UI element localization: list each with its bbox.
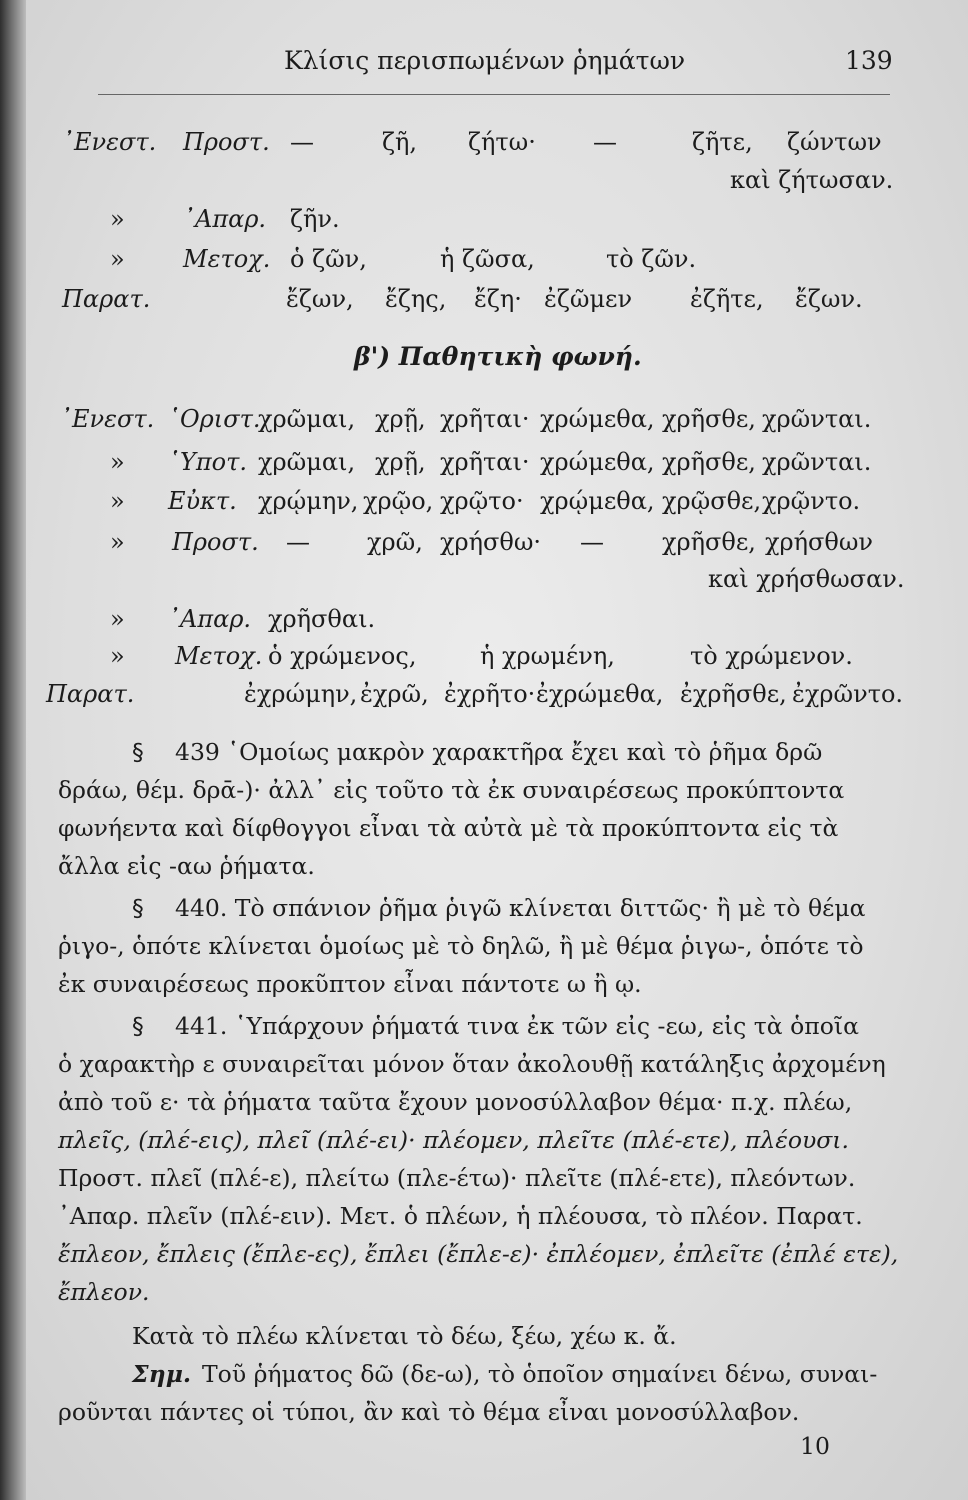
paragraph-line: ροῦνται πάντες οἱ τύποι, ἂν καὶ τὸ θέμα εἶναι μονοσύλλαβον. [58,1398,800,1426]
form: ὁ χρώμενος, [268,642,417,670]
form: χρῷσθε, [662,487,762,515]
ditto-mark: » [110,642,125,670]
label-prost: Προστ. [172,528,259,556]
form: ζώντων [787,128,882,156]
form: καὶ χρήσθωσαν. [708,565,905,593]
label-orist: ῾Οριστ. [168,405,261,433]
form: χρῷο, [363,487,434,515]
form: ἐχρῶντο. [792,680,904,708]
form: τὸ χρώμενον. [690,642,853,670]
form: ἔζων, [286,285,354,313]
form: ζῆ, [382,128,418,156]
dash: — [593,128,617,156]
form: χρῆσθε, [662,448,756,476]
dash: — [580,528,604,556]
form: καὶ ζήτωσαν. [730,166,894,194]
label-prost: Προστ. [183,128,270,156]
label-ypot: ῾Υποτ. [168,448,247,476]
form: ὁ ζῶν, [290,245,367,273]
paragraph-line: δράω, θέμ. δρᾱ-)· ἀλλ᾿ εἰς τοῦτο τὰ ἐκ συναιρέσεως προκύπτοντα [58,776,845,804]
form: ἔζης, [385,285,447,313]
label-enest: ᾿Ενεστ. [62,128,157,156]
paragraph-line: Προστ. πλεῖ (πλέ-ε), πλείτω (πλε-έτω)· πλεῖτε (πλέ-ετε), πλεόντων. [58,1164,856,1192]
form: χρήσθων [765,528,874,556]
label-metox: Μετοχ. [183,245,271,273]
ditto-mark: » [110,245,125,273]
form: χρῆται· [440,405,530,433]
paragraph-line: ὁ χαρακτὴρ ε συναιρεῖται μόνον ὅταν ἀκολουθῇ κατάληξις ἀρχομένη [58,1050,886,1078]
form: ἔζη· [474,285,522,313]
form: ἡ ζῶσα, [440,245,535,273]
paragraph-line: ἄλλα εἰς -αω ῥήματα. [58,852,315,880]
paragraph-line: ἔπλεον, ἔπλεις (ἔπλε-ες), ἔπλει (ἔπλε-ε)· ἐπλέομεν, ἐπλεῖτε (ἐπλέ ετε), [58,1240,899,1268]
paragraph-line: Τοῦ ῥήματος δῶ (δε-ω), τὸ ὁποῖον σημαίνει δένω, συναι- [202,1360,878,1388]
form: χρῶνται. [762,405,872,433]
form: χρώμεθα, [540,405,655,433]
form: χρῴμην, [258,487,359,515]
form: ἐχρῆτο· [444,680,536,708]
form: ζῆν. [290,205,340,233]
form: χρώμεθα, [540,448,655,476]
form: ζῆτε, [692,128,753,156]
form: χρῆται· [440,448,530,476]
section-sign: § [132,738,144,766]
paragraph-line: ἀπὸ τοῦ ε· τὰ ῥήματα ταῦτα ἔχουν μονοσύλλαβον θέμα· π.χ. πλέω, [58,1088,853,1116]
form: ἐχρῶ, [360,680,429,708]
paragraph-line: ῥιγο-, ὁπότε κλίνεται ὁμοίως μὲ τὸ δηλῶ, ἢ μὲ θέμα ῥιγω-, ὁπότε τὸ [58,932,864,960]
page-gutter-shadow [0,0,26,1500]
form: ἔζων. [795,285,863,313]
section-sign: § [132,894,144,922]
paragraph-line: πλεῖς, (πλέ-εις), πλεῖ (πλέ-ει)· πλέομεν, πλεῖτε (πλέ-ετε), πλέουσι. [58,1126,849,1154]
paragraph-line: ᾿Απαρ. πλεῖν (πλέ-ειν). Μετ. ὁ πλέων, ἡ πλέουσα, τὸ πλέον. Παρατ. [58,1202,863,1230]
label-parat: Παρατ. [62,285,151,313]
form: χρῆσθαι. [268,605,376,633]
form: ἐχρῆσθε, [680,680,787,708]
form: ἐχρώμην, [244,680,358,708]
form: χρῷντο. [762,487,861,515]
ditto-mark: » [110,205,125,233]
form: χρῶνται. [762,448,872,476]
note-label: Σημ. [132,1360,192,1388]
form: ἐχρώμεθα, [536,680,664,708]
form: χρῇ, [375,405,426,433]
ditto-mark: » [110,605,125,633]
running-title: Κλίσις περισπωμένων ῥημάτων [284,46,686,75]
form: χρῇ, [375,448,426,476]
form: ζήτω· [468,128,536,156]
paragraph-line: 440. Τὸ σπάνιον ῥῆμα ῥιγῶ κλίνεται διττῶς· ἢ μὲ τὸ θέμα [175,894,866,922]
label-eykt: Εὐκτ. [168,487,237,515]
paragraph-line: 441. ῾Υπάρχουν ῥήματά τινα ἐκ τῶν εἰς -εω, εἰς τὰ ὁποῖα [175,1012,859,1040]
form: χρῶμαι, [258,405,356,433]
form: ἐζῆτε, [690,285,764,313]
ditto-mark: » [110,528,125,556]
form: χρῆσθε, [662,405,756,433]
paragraph-line: Κατὰ τὸ πλέω κλίνεται τὸ δέω, ξέω, χέω κ. ἄ. [132,1322,677,1350]
form: χρῶ, [367,528,423,556]
dash: — [286,528,310,556]
form: ἐζῶμεν [544,285,633,313]
form: χρήσθω· [440,528,542,556]
form: χρῷτο· [440,487,524,515]
page-number: 139 [845,46,893,75]
form: χρῆσθε, [662,528,756,556]
section-heading: β') Παθητικὴ φωνή. [354,342,642,371]
ditto-mark: » [110,448,125,476]
label-parat: Παρατ. [46,680,135,708]
form: χρῴμεθα, [540,487,655,515]
dash: — [290,128,314,156]
paragraph-line: φωνήεντα καὶ δίφθογγοι εἶναι τὰ αὐτὰ μὲ τὰ προκύπτοντα εἰς τὰ [58,814,839,842]
form: ἡ χρωμένη, [480,642,615,670]
label-apar: ᾿Απαρ. [183,205,267,233]
label-metox: Μετοχ. [175,642,263,670]
paragraph-line: ἔπλεον. [58,1278,150,1306]
label-enest: ᾿Ενεστ. [60,405,155,433]
paragraph-line: 439 ῾Ομοίως μακρὸν χαρακτῆρα ἔχει καὶ τὸ ῥῆμα δρῶ [175,738,823,766]
ditto-mark: » [110,487,125,515]
form: χρῶμαι, [258,448,356,476]
header-rule [98,94,890,95]
form: τὸ ζῶν. [606,245,697,273]
paragraph-line: ἐκ συναιρέσεως προκῦπτον εἶναι πάντοτε ω ἢ ῳ. [58,970,642,998]
label-apar: ᾿Απαρ. [168,605,252,633]
signature-mark: 10 [800,1432,830,1460]
section-sign: § [132,1012,144,1040]
